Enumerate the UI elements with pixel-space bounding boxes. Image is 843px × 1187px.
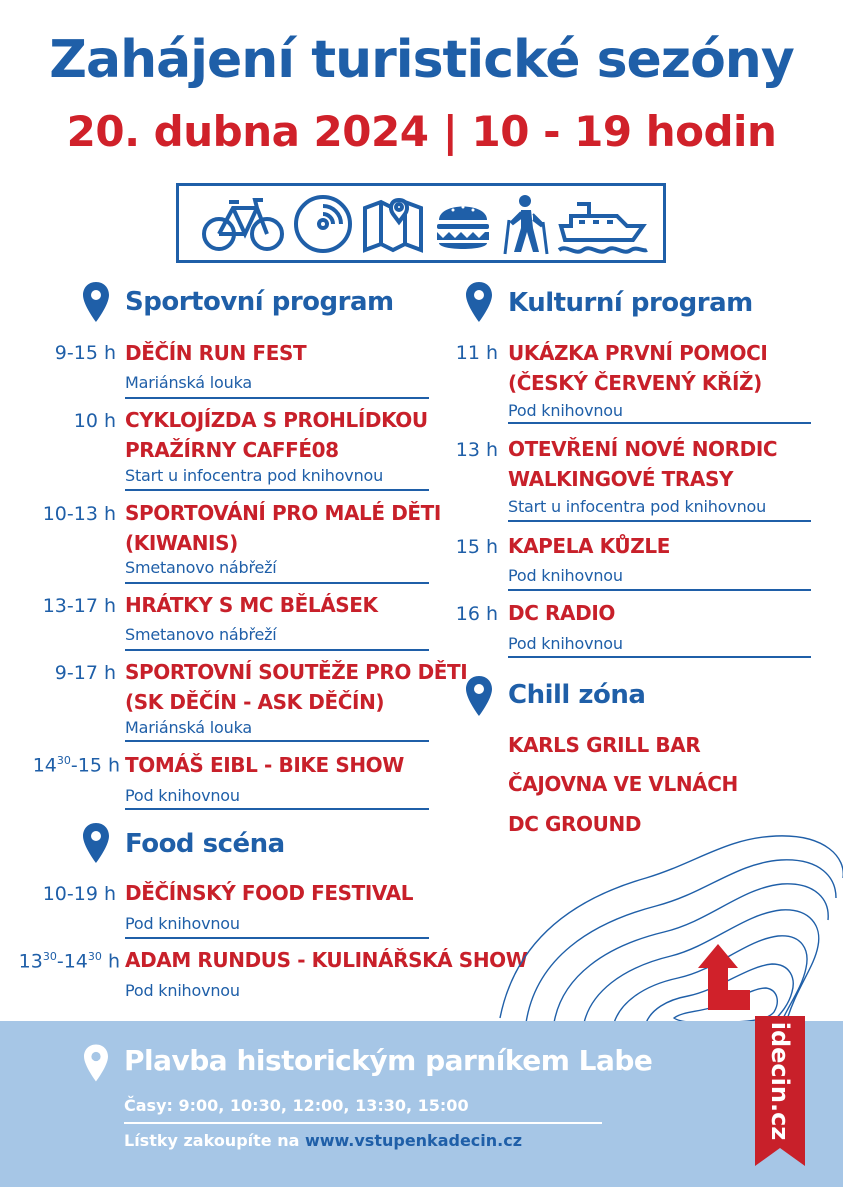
event-place: Smetanovo nábřeží [125,625,277,644]
event-time: 13-17 h [42,595,116,617]
event-name: DC RADIO [508,601,615,625]
event-divider [508,422,811,424]
bicycle-icon [201,194,285,254]
event-divider [508,589,811,591]
chill-section-title: Chill zóna [508,680,646,710]
event-name: (SK DĚČÍN - ASK DĚČÍN) [125,690,385,714]
event-divider [125,582,429,584]
event-time: 13 h [455,439,498,461]
event-time: 9-15 h [54,342,116,364]
event-name: PRAŽÍRNY CAFFÉ08 [125,438,339,462]
event-place: Mariánská louka [125,718,252,737]
event-time: $13^{30}-14^{30}$ h [18,950,120,973]
activity-icons-box [176,183,666,263]
event-name: SPORTOVÁNÍ PRO MALÉ DĚTI [125,501,441,525]
tickets-info: Lístky zakoupíte na www.vstupenkadecin.cz [124,1131,523,1150]
contour-map-decoration [496,818,843,1023]
brand-label-wrap [755,1016,805,1146]
boat-title: Plavba historickým parníkem Labe [124,1044,653,1077]
event-place: Start u infocentra pod knihovnou [508,497,767,516]
event-name: DĚČÍN RUN FEST [125,341,307,365]
event-divider [125,397,429,399]
event-divider [508,656,811,658]
culture-pin-icon [466,282,492,322]
event-divider [125,649,429,651]
event-divider [125,808,429,810]
location-arrow-icon [698,944,750,1010]
chill-item: DC GROUND [508,812,642,836]
event-time: 10-13 h [42,503,116,525]
map-icon [361,194,425,254]
sport-section-title: Sportovní program [125,287,394,317]
event-name: CYKLOJÍZDA S PROHLÍDKOU [125,408,428,432]
event-divider [125,489,429,491]
boat-pin-icon [84,1042,108,1084]
hiker-icon [501,194,551,256]
event-divider [125,740,429,742]
event-place: Pod knihovnou [125,981,240,1000]
tickets-link[interactable]: www.vstupenkadecin.cz [304,1131,523,1150]
event-time: 11 h [455,342,498,364]
event-time: 16 h [455,603,498,625]
event-name: ADAM RUNDUS - KULINÁŘSKÁ SHOW [125,948,528,972]
event-place: Pod knihovnou [125,786,240,805]
event-date: 20. dubna 2024 | 10 - 19 hodin [66,107,777,156]
event-place: Smetanovo nábřeží [125,558,277,577]
event-place: Pod knihovnou [125,914,240,933]
event-place: Pod knihovnou [508,634,623,653]
event-place: Start u infocentra pod knihovnou [125,466,384,485]
event-divider [508,520,811,522]
culture-section-title: Kulturní program [508,288,753,318]
event-name: (ČESKÝ ČERVENÝ KŘÍŽ) [508,371,762,395]
boat-icon [557,194,649,256]
event-divider [125,937,429,939]
event-time: 10 h [73,410,116,432]
brand-label: idecin.cz [766,1021,794,1141]
boat-times: Časy: 9:00, 10:30, 12:00, 13:30, 15:00 [124,1096,469,1115]
event-time: 9-17 h [54,662,116,684]
event-time: 15 h [455,536,498,558]
event-name: SPORTOVNÍ SOUTĚŽE PRO DĚTI [125,660,468,684]
page-title: Zahájení turistické sezóny [49,30,794,90]
event-place: Pod knihovnou [508,566,623,585]
event-name: HRÁTKY S MC BĚLÁSEK [125,593,378,617]
event-name: OTEVŘENÍ NOVÉ NORDIC [508,437,778,461]
event-place: Pod knihovnou [508,401,623,420]
event-name: DĚČÍNSKÝ FOOD FESTIVAL [125,881,414,905]
event-time: 10-19 h [42,883,116,905]
event-place: Mariánská louka [125,373,252,392]
disc-icon [293,194,353,254]
sport-pin-icon [83,282,109,322]
event-time: $14^{30}-15$ h [32,754,120,777]
food-pin-icon [83,823,109,863]
chill-item: ČAJOVNA VE VLNÁCH [508,772,738,796]
event-name: KAPELA KŮZLE [508,534,670,558]
event-name: WALKINGOVÉ TRASY [508,467,734,491]
event-name: TOMÁŠ EIBL - BIKE SHOW [125,753,404,777]
boat-divider [124,1122,602,1124]
chill-pin-icon [466,676,492,716]
event-name: UKÁZKA PRVNÍ POMOCI [508,341,768,365]
chill-item: KARLS GRILL BAR [508,733,701,757]
food-section-title: Food scéna [125,829,285,859]
burger-icon [433,194,493,254]
event-name: (KIWANIS) [125,531,238,555]
